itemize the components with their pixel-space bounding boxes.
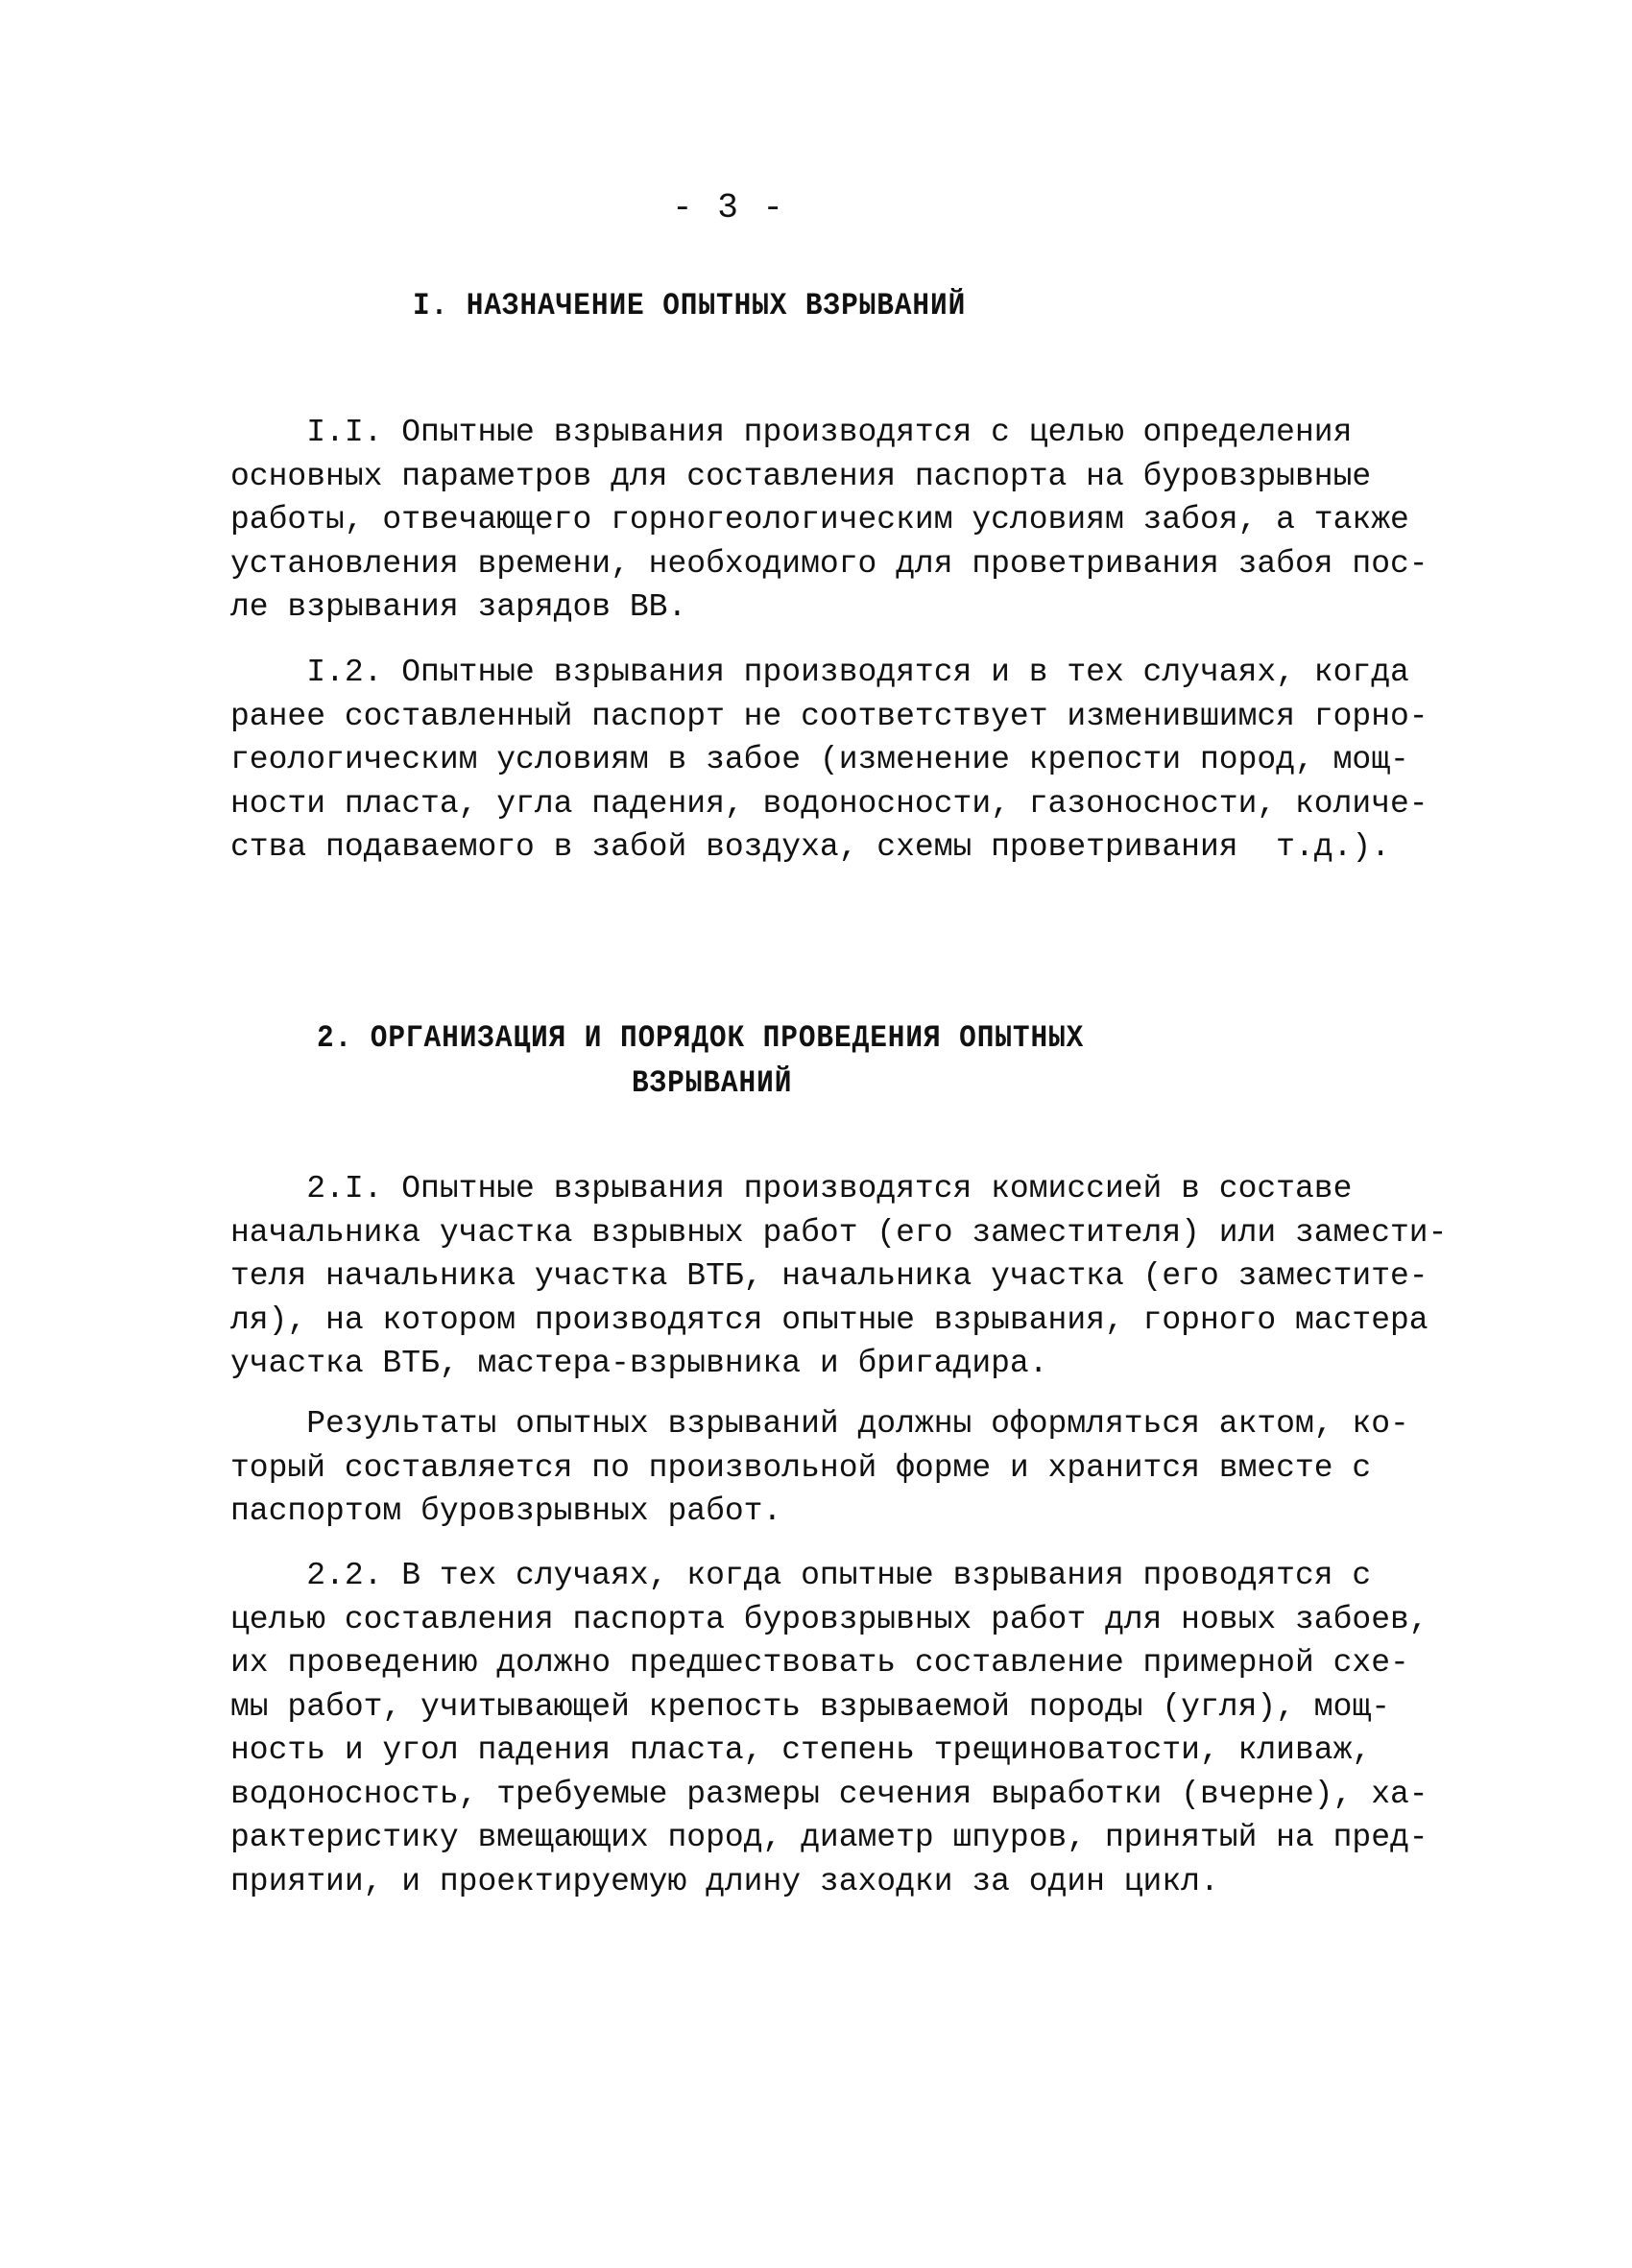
paragraph-1-2: [230, 651, 1440, 870]
text-line: ле взрывания зарядов ВВ.: [230, 589, 687, 625]
text-line: 2.2. В тех случаях, когда опытные взрывания проводятся с: [230, 1558, 1372, 1593]
text-line: ности пласта, угла падения, водоносности, газоносности, количе-: [230, 785, 1428, 822]
text-line: 2.I. Опытные взрывания производятся комиссией в составе: [230, 1171, 1353, 1206]
text-line: ля), на котором производятся опытные взрывания, горного мастера: [230, 1301, 1428, 1338]
paragraph-2-1: [230, 1167, 1448, 1386]
paragraph-2-1-results: [230, 1402, 1440, 1534]
text-line: водоносность, требуемые размеры сечения выработки (вчерне), ха-: [230, 1776, 1428, 1812]
text-line: мы работ, учитывающей крепость взрываемой породы (угля), мощ-: [230, 1688, 1390, 1725]
text-line: ность и угол падения пласта, степень трещиноватости, кливаж,: [230, 1732, 1372, 1768]
text-line: ства подаваемого в забой воздуха, схемы проветривания т.д.).: [230, 829, 1390, 865]
text-line: геологическим условиям в забое (изменение крепости пород, мощ-: [230, 742, 1409, 777]
text-line: участка ВТБ, мастера-взрывника и бригадира.: [230, 1346, 1048, 1381]
text-line: установления времени, необходимого для проветривания забоя пос-: [230, 545, 1428, 582]
text-line: рактеристику вмещающих пород, диаметр шпуров, принятый на пред-: [230, 1820, 1428, 1855]
text-line: основных параметров для составления паспорта на буровзрывные: [230, 458, 1372, 494]
section-1-title: I. НАЗНАЧЕНИЕ ОПЫТНЫХ ВЗРЫВАНИЙ: [413, 288, 967, 323]
section-2-title-continued: ВЗРЫВАНИЙ: [632, 1065, 793, 1101]
text-line: приятии, и проектируемую длину заходки за один цикл.: [230, 1863, 1219, 1899]
text-line: Результаты опытных взрываний должны оформляться актом, ко-: [230, 1406, 1409, 1442]
paragraph-1-1: [230, 411, 1440, 630]
text-line: ранее составленный паспорт не соответствует изменившимся горно-: [230, 698, 1428, 734]
text-line: паспортом буровзрывных работ.: [230, 1493, 782, 1529]
text-line: начальника участка взрывных работ (его заместителя) или замести-: [230, 1214, 1448, 1251]
text-line: их проведению должно предшествовать составление примерной схе-: [230, 1645, 1409, 1681]
text-line: I.2. Опытные взрывания производятся и в тех случаях, когда: [230, 655, 1409, 690]
paragraph-2-2: [230, 1554, 1440, 1903]
text-line: целью составления паспорта буровзрывных работ для новых забоев,: [230, 1601, 1428, 1637]
text-line: торый составляется по произвольной форме и хранится вместе с: [230, 1449, 1372, 1486]
text-line: I.I. Опытные взрывания производятся с целью определения: [230, 415, 1353, 450]
text-line: работы, отвечающего горногеологическим условиям забоя, а также: [230, 502, 1409, 537]
section-2-title: 2. ОРГАНИЗАЦИЯ И ПОРЯДОК ПРОВЕДЕНИЯ ОПЫТНЫХ: [317, 1020, 1085, 1056]
page-number: - 3 -: [672, 188, 786, 227]
text-line: теля начальника участка ВТБ, начальника участка (его заместите-: [230, 1258, 1428, 1294]
